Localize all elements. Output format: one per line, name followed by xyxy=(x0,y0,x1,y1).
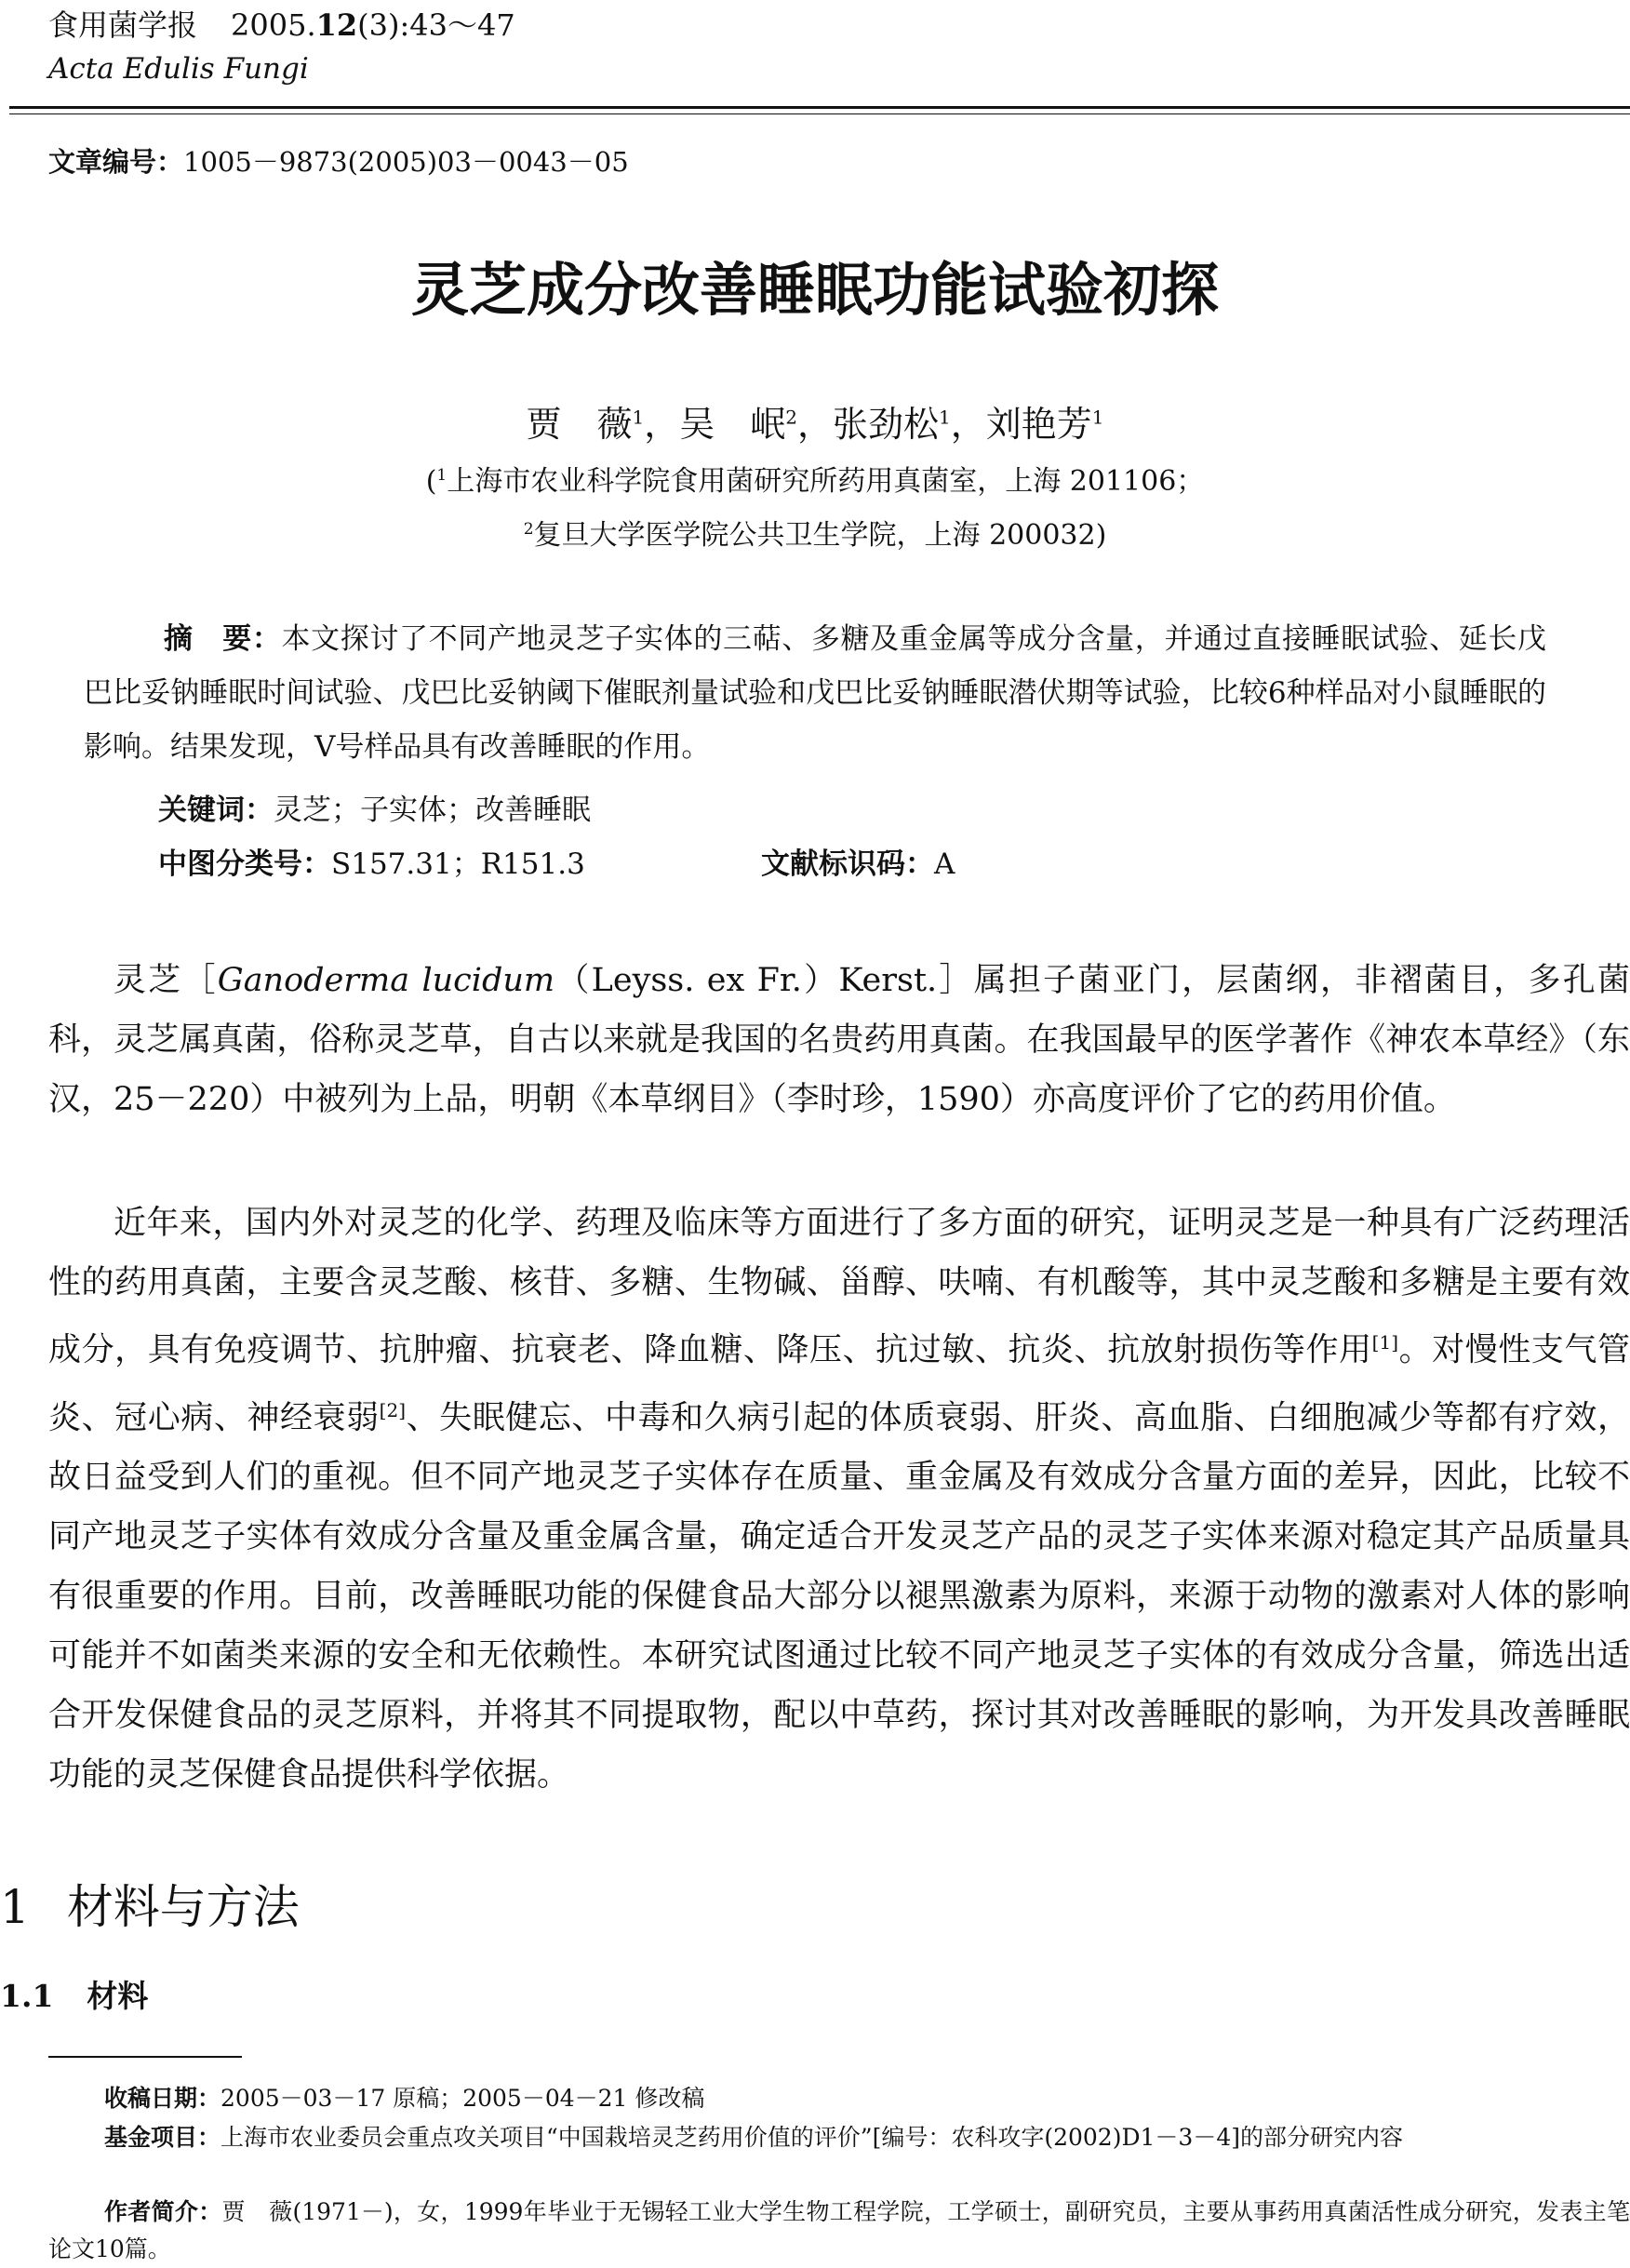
citation-ref: [2] xyxy=(379,1398,407,1421)
clc-number xyxy=(158,840,585,882)
footnote-text: 贾 薇(1971－)，女，1999年毕业于无锡轻工业大学生物工程学院，工学硕士，副研究员，主要从事药用真菌活性成分研究，发表主笔论文10篇。 xyxy=(48,2198,1630,2262)
author-affiliation-mark: 1 xyxy=(939,406,951,429)
journal-name-en: Acta Edulis Fungi xyxy=(48,52,309,86)
body-paragraph: 近年来，国内外对灵芝的化学、药理及临床等方面进行了多方面的研究，证明灵芝是一种具有广泛药理活性的药用真菌，主要含灵芝酸、核苷、多糖、生物碱、甾醇、呋喃、有机酸等，其中灵芝酸和多糖是主要有效成分，具有免疫调节、抗肿瘤、抗衰老、降血糖、降压、抗过敏、抗炎、抗放射损伤等作用[1]。对慢性支气管炎、冠心病、神经衰弱[2]、失眠健忘、中毒和久病引起的体质衰弱、肝炎、高血脂、白细胞减少等都有疗效，故日益受到人们的重视。但不同产地灵芝子实体存在质量、重金属及有效成分含量方面的差异，因此，比较不同产地灵芝子实体有效成分含量及重金属含量，确定适合开发灵芝产品的灵芝子实体来源对稳定其产品质量具有很重要的作用。目前，改善睡眠功能的保健食品大部分以褪黑激素为原料，来源于动物的激素对人体的影响可能并不如菌类来源的安全和无依赖性。本研究试图通过比较不同产地灵芝子实体的有效成分含量，筛选出适合开发保健食品的灵芝原料，并将其不同提取物，配以中草药，探讨其对改善睡眠的影响，为开发具改善睡眠功能的灵芝保健食品提供科学依据。 xyxy=(48,1205,1630,1794)
footnote-text: 2005－03－17 原稿；2005－04－21 修改稿 xyxy=(220,2085,705,2112)
keywords xyxy=(158,786,591,828)
journal-citation: 2005.12(3):43～47 xyxy=(231,7,515,43)
clc-label: 中图分类号： xyxy=(158,847,331,881)
article-number xyxy=(48,141,629,180)
paper-title: 灵芝成分改善睡眠功能试验初探 xyxy=(410,256,1219,324)
affiliation-text: 复旦大学医学院公共卫生学院，上海 200032) xyxy=(533,519,1107,552)
author-name: 吴 岷 xyxy=(679,404,786,445)
subsection-heading xyxy=(0,1972,148,2016)
footnote-author-bio xyxy=(48,2194,1630,2268)
author-name: 刘艳芳 xyxy=(985,404,1092,445)
article-number-label: 文章编号： xyxy=(48,146,184,178)
author-separator: ， xyxy=(644,404,680,445)
author-affiliation-mark: 1 xyxy=(1091,406,1104,429)
footnote-received xyxy=(48,2080,1630,2117)
subsection-number: 1.1 xyxy=(0,1978,54,2014)
keywords-label: 关键词： xyxy=(158,794,274,827)
footnote-label: 作者简介： xyxy=(104,2198,222,2225)
footnote-label: 基金项目： xyxy=(104,2124,221,2151)
header-rule-thin xyxy=(9,113,1630,114)
journal-name-cn: 食用菌学报 xyxy=(48,7,198,43)
article-number-value: 1005－9873(2005)03－0043－05 xyxy=(183,146,629,178)
affiliation-mark: 2 xyxy=(523,520,534,539)
abstract-label: 摘 要： xyxy=(164,622,282,656)
subsection-title: 材料 xyxy=(87,1978,149,2014)
clc-text: S157.31；R151.3 xyxy=(331,847,585,881)
footnote-label: 收稿日期： xyxy=(104,2085,221,2112)
author-name: 贾 薇 xyxy=(526,404,633,445)
abstract xyxy=(84,612,1546,774)
document-code-text: A xyxy=(934,847,955,881)
footnote-funding xyxy=(48,2119,1630,2156)
author-name: 张劲松 xyxy=(833,404,940,445)
author-separator: ， xyxy=(950,404,986,445)
keywords-text: 灵芝；子实体；改善睡眠 xyxy=(274,794,591,827)
affiliation xyxy=(0,512,1630,553)
document-code xyxy=(761,840,955,882)
footnote-rule xyxy=(48,2056,242,2058)
section-heading xyxy=(0,1870,300,1937)
affiliation-text: 上海市农业科学院食用菌研究所药用真菌室，上海 201106； xyxy=(447,465,1205,498)
section-number: 1 xyxy=(0,1880,30,1934)
affiliation-mark: 1 xyxy=(436,466,448,485)
affiliation: ($^1$上海市农业科学院食用菌研究所药用真菌室，上海 201106； xyxy=(425,465,1205,498)
citation-ref: [1] xyxy=(1371,1331,1399,1354)
author-separator: ， xyxy=(796,404,833,445)
abstract-text: 本文探讨了不同产地灵芝子实体的三萜、多糖及重金属等成分含量，并通过直接睡眠试验、延长戊巴比妥钠睡眠时间试验、戊巴比妥钠阈下催眠剂量试验和戊巴比妥钠睡眠潜伏期等试验，比较6种样品对小鼠睡眠的影响。结果发现，V号样品具有改善睡眠的作用。 xyxy=(84,622,1547,764)
footnote-text: 上海市农业委员会重点攻关项目“中国栽培灵芝药用价值的评价”[编号：农科攻字(2002)D1－3－4]的部分研究内容 xyxy=(220,2124,1403,2151)
author-affiliation-mark: 2 xyxy=(785,406,797,429)
body-paragraph: 灵芝［Ganoderma lucidum（Leyss. ex Fr.）Kerst.］属担子菌亚门，层菌纲，非褶菌目，多孔菌科，灵芝属真菌，俗称灵芝草，自古以来就是我国的名贵药用真菌。在我国最早的医学著作《神农本草经》（东汉，25－220）中被列为上品，明朝《本草纲目》（李时珍，1590）亦高度评价了它的药用价值。 xyxy=(48,962,1630,1118)
header-rule-thick xyxy=(9,106,1630,109)
document-code-label: 文献标识码： xyxy=(761,847,934,881)
species-name: Ganoderma lucidum xyxy=(217,962,555,999)
author-list xyxy=(0,395,1630,447)
author-affiliation-mark: 1 xyxy=(632,406,645,429)
section-title: 材料与方法 xyxy=(66,1880,300,1934)
journal-header xyxy=(48,2,515,45)
